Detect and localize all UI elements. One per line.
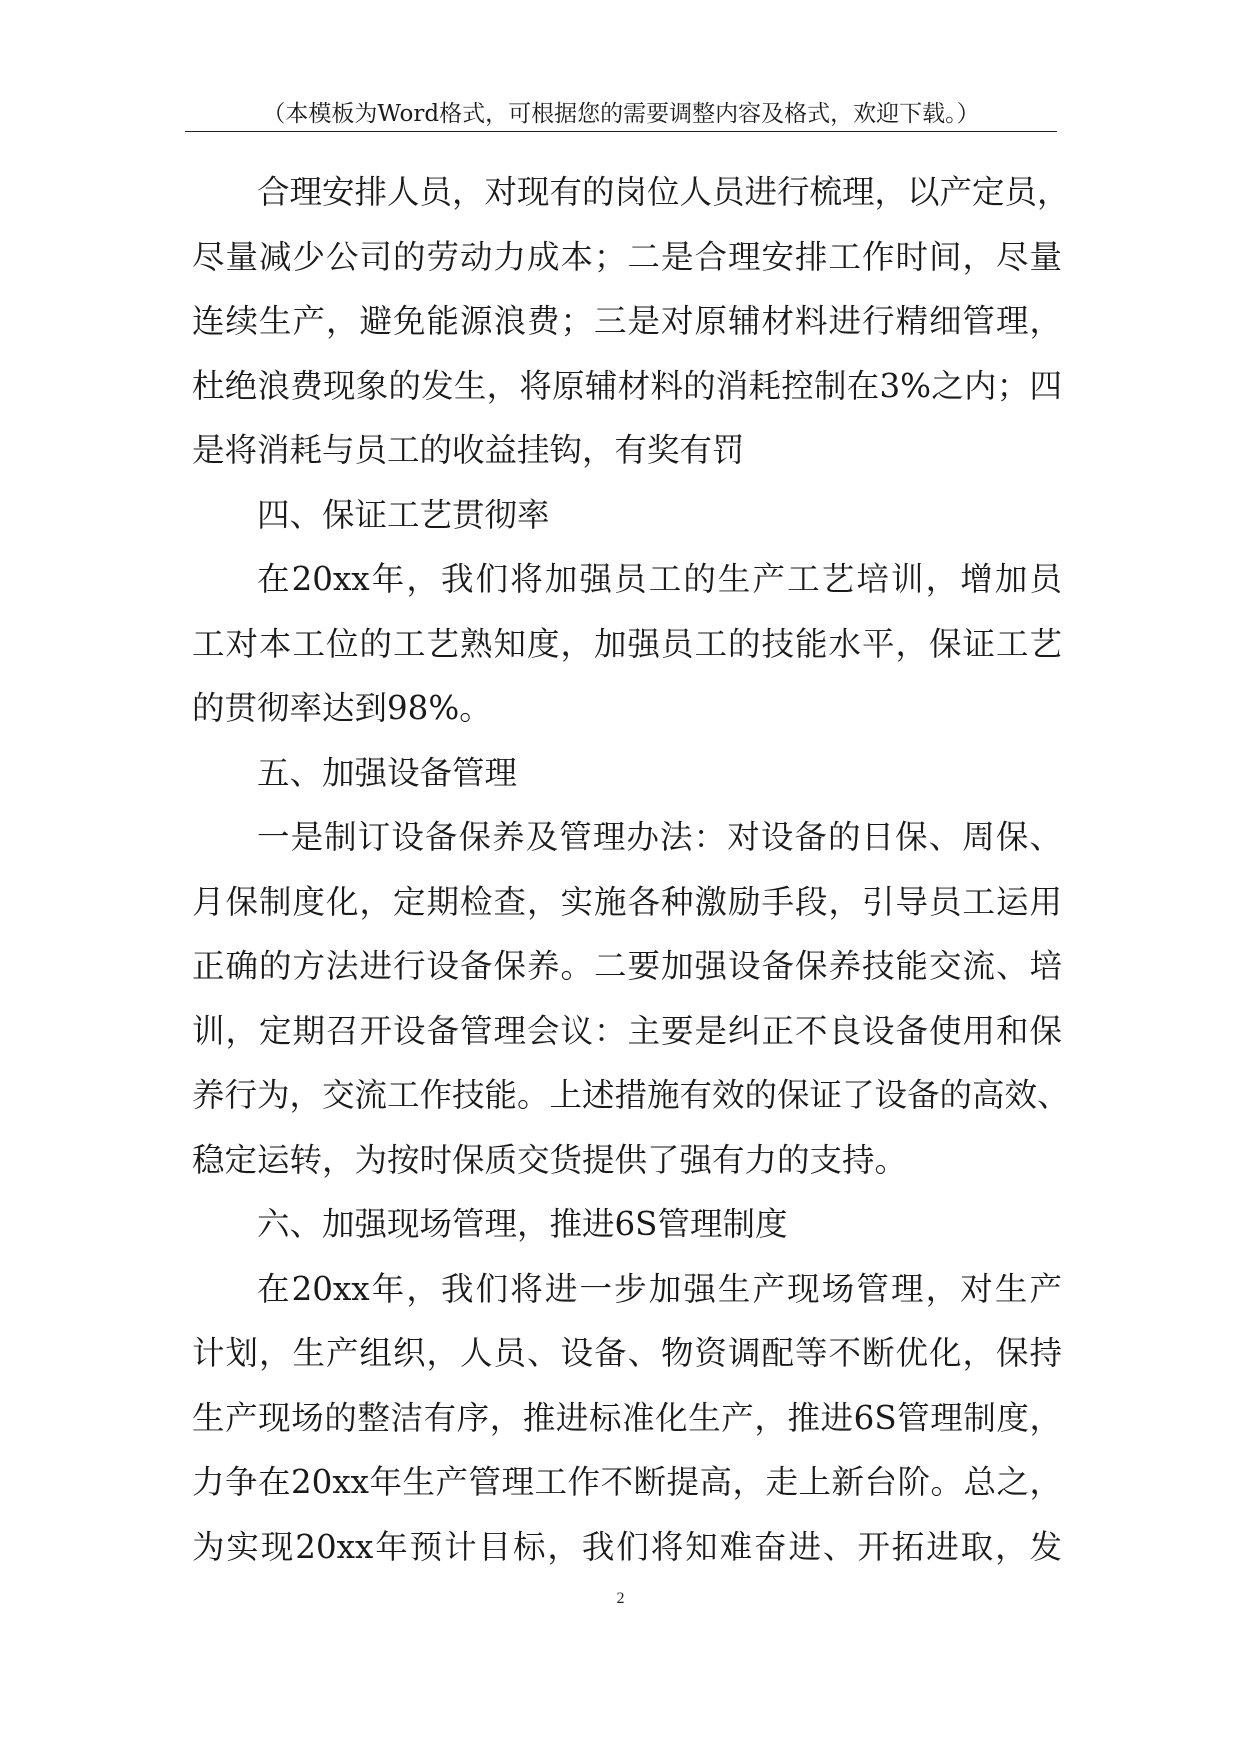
page-number: 2 <box>616 1590 625 1607</box>
section-heading-6: 六、加强现场管理，推进6S管理制度 <box>257 1205 788 1243</box>
paragraph-line: 为实现20xx年预计目标，我们将知难奋进、开拓进取，发 <box>192 1527 1062 1566</box>
header-divider <box>185 131 1057 132</box>
paragraph-line: 正确的方法进行设备保养。二要加强设备保养技能交流、培 <box>192 947 1062 985</box>
paragraph-line: 工对本工位的工艺熟知度，加强员工的技能水平，保证工艺 <box>192 624 1062 663</box>
paragraph-line: 生产现场的整洁有序，推进标准化生产，推进6S管理制度， <box>192 1398 1062 1437</box>
paragraph-line: 合理安排人员，对现有的岗位人员进行梳理，以产定员， <box>257 173 1070 211</box>
section-heading-4: 四、保证工艺贯彻率 <box>257 495 550 534</box>
paragraph-line: 月保制度化，定期检查，实施各种激励手段，引导员工运用 <box>192 882 1062 921</box>
paragraph-line: 是将消耗与员工的收益挂钩，有奖有罚 <box>192 431 745 469</box>
template-note-header: （本模板为Word格式，可根据您的需要调整内容及格式，欢迎下载。） <box>262 101 980 127</box>
paragraph-line: 杜绝浪费现象的发生，将原辅材料的消耗控制在3%之内；四 <box>192 366 1062 405</box>
document-body <box>192 160 1070 1579</box>
paragraph-line: 在20xx年，我们将加强员工的生产工艺培训，增加员 <box>257 560 1062 598</box>
paragraph-line: 稳定运转，为按时保质交货提供了强有力的支持。 <box>192 1140 908 1179</box>
section-heading-5: 五、加强设备管理 <box>257 753 518 792</box>
paragraph-line: 力争在20xx年生产管理工作不断提高，走上新台阶。总之， <box>192 1463 1062 1501</box>
paragraph-line: 养行为，交流工作技能。上述措施有效的保证了设备的高效、 <box>192 1076 1070 1114</box>
paragraph-line: 一是制订设备保养及管理办法：对设备的日保、周保、 <box>257 818 1062 856</box>
paragraph-line: 训，定期召开设备管理会议：主要是纠正不良设备使用和保 <box>192 1011 1062 1050</box>
paragraph-line: 尽量减少公司的劳动力成本；二是合理安排工作时间，尽量 <box>192 237 1062 276</box>
paragraph-line: 在20xx年，我们将进一步加强生产现场管理，对生产 <box>257 1269 1062 1308</box>
paragraph-line: 连续生产，避免能源浪费；三是对原辅材料进行精细管理， <box>192 302 1062 340</box>
paragraph-line: 计划，生产组织，人员、设备、物资调配等不断优化，保持 <box>192 1334 1062 1372</box>
paragraph-line: 的贯彻率达到98%。 <box>192 689 492 727</box>
